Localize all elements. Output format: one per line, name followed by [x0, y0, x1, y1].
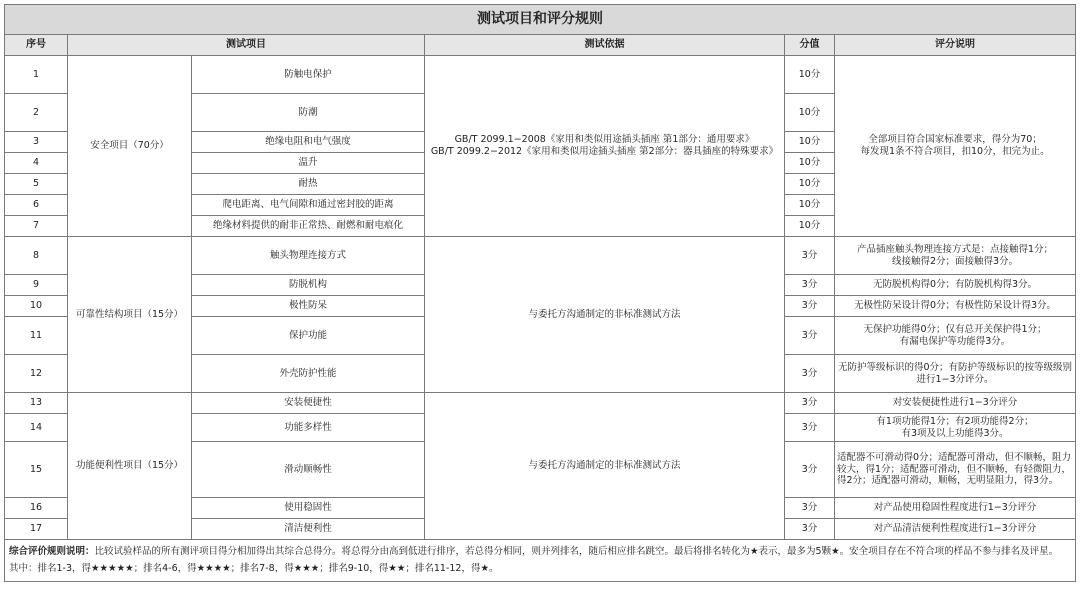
header-test-item: 测试项目	[68, 35, 425, 56]
row-item: 绝缘电阻和电气强度	[192, 132, 425, 153]
row-no: 9	[5, 275, 68, 296]
row-score: 3分	[785, 355, 835, 393]
row-no: 6	[5, 195, 68, 216]
row-no: 2	[5, 94, 68, 132]
row-description: 对产品清洁便利性程度进行1−3分评分	[835, 519, 1076, 540]
row-score: 3分	[785, 317, 835, 355]
row-item: 防潮	[192, 94, 425, 132]
scoring-rules-document	[4, 4, 1075, 602]
row-no: 7	[5, 216, 68, 237]
row-item: 使用稳固性	[192, 498, 425, 519]
row-score: 10分	[785, 216, 835, 237]
row-score: 3分	[785, 442, 835, 498]
header-no: 序号	[5, 35, 68, 56]
footnote-line-2: 其中：排名1-3，得★★★★★；排名4-6，得★★★★；排名7-8，得★★★；排名9-10，得★★；排名11-12，得★。	[9, 562, 499, 574]
footnote-text: 比较试验样品的所有测评项目得分相加得出其综合总得分。将总得分由高到低进行排序，若总得分相同，则并列排名，随后相应排名跳空。最后将排名转化为★表示，最多为5颗★。安全项目存在不符合项的样品不参与排名及评星。	[94, 546, 1059, 557]
row-no: 4	[5, 153, 68, 174]
reliability-test-basis: 与委托方沟通制定的非标准测试方法	[425, 237, 785, 393]
row-item: 保护功能	[192, 317, 425, 355]
safety-test-basis: GB/T 2099.1−2008《家用和类似用途插头插座 第1部分：通用要求》 GB/T 2099.2−2012《家用和类似用途插头插座 第2部分：器具插座的特殊要求》	[425, 56, 785, 237]
row-item: 防脱机构	[192, 275, 425, 296]
row-item: 安装便捷性	[192, 393, 425, 414]
row-score: 3分	[785, 414, 835, 442]
group-convenience: 功能便利性项目（15分）	[68, 393, 192, 540]
row-no: 13	[5, 393, 68, 414]
safety-score-description: 全部项目符合国家标准要求，得分为70； 每发现1条不符合项目，扣10分，扣完为止。	[835, 56, 1076, 237]
row-description: 有1项功能得1分；有2项功能得2分； 有3项及以上功能得3分。	[835, 414, 1076, 442]
footnote-label: 综合评价规则说明：	[9, 546, 95, 557]
row-item: 滑动顺畅性	[192, 442, 425, 498]
row-no: 1	[5, 56, 68, 94]
row-no: 3	[5, 132, 68, 153]
row-item: 外壳防护性能	[192, 355, 425, 393]
row-no: 14	[5, 414, 68, 442]
row-score: 10分	[785, 174, 835, 195]
row-item: 功能多样性	[192, 414, 425, 442]
row-item: 温升	[192, 153, 425, 174]
row-score: 3分	[785, 237, 835, 275]
group-reliability: 可靠性结构项目（15分）	[68, 237, 192, 393]
footnote-line-1	[9, 544, 1071, 561]
row-description: 对产品使用稳固性程度进行1−3分评分	[835, 498, 1076, 519]
row-item: 绝缘材料提供的耐非正常热、耐燃和耐电痕化	[192, 216, 425, 237]
row-description: 无防护等级标识的得0分；有防护等级标识的按等级级别 进行1−3分评分。	[835, 355, 1076, 393]
table-row	[5, 56, 1076, 94]
group-safety: 安全项目（70分）	[68, 56, 192, 237]
header-score-description: 评分说明	[835, 35, 1076, 56]
header-test-basis: 测试依据	[425, 35, 785, 56]
convenience-test-basis: 与委托方沟通制定的非标准测试方法	[425, 393, 785, 540]
row-score: 3分	[785, 296, 835, 317]
row-score: 10分	[785, 153, 835, 174]
row-score: 3分	[785, 519, 835, 540]
row-no: 17	[5, 519, 68, 540]
row-description: 适配器不可滑动得0分；适配器可滑动，但不顺畅，阻力 较大，得1分；适配器可滑动，但不顺畅，有轻微阻力， 得2分；适配器可滑动，顺畅，无明显阻力，得3分。	[835, 442, 1076, 498]
row-no: 11	[5, 317, 68, 355]
row-no: 10	[5, 296, 68, 317]
row-score: 3分	[785, 275, 835, 296]
row-item: 清洁便利性	[192, 519, 425, 540]
footnote-row	[5, 540, 1076, 582]
row-no: 8	[5, 237, 68, 275]
row-no: 16	[5, 498, 68, 519]
footnote	[5, 540, 1076, 582]
row-description: 无极性防呆设计得0分；有极性防呆设计得3分。	[835, 296, 1076, 317]
header-score: 分值	[785, 35, 835, 56]
row-item: 触头物理连接方式	[192, 237, 425, 275]
row-item: 防触电保护	[192, 56, 425, 94]
row-score: 10分	[785, 132, 835, 153]
table-title: 测试项目和评分规则	[5, 5, 1076, 35]
row-description: 对安装便捷性进行1−3分评分	[835, 393, 1076, 414]
row-description: 无保护功能得0分；仅有总开关保护得1分； 有漏电保护等功能得3分。	[835, 317, 1076, 355]
row-no: 15	[5, 442, 68, 498]
row-score: 3分	[785, 393, 835, 414]
row-item: 耐热	[192, 174, 425, 195]
row-score: 10分	[785, 94, 835, 132]
row-description: 产品插座触头物理连接方式是：点接触得1分； 线接触得2分；面接触得3分。	[835, 237, 1076, 275]
table-row	[5, 237, 1076, 275]
row-score: 10分	[785, 195, 835, 216]
scoring-rules-table	[4, 4, 1076, 582]
row-item: 极性防呆	[192, 296, 425, 317]
row-no: 12	[5, 355, 68, 393]
row-no: 5	[5, 174, 68, 195]
table-row	[5, 393, 1076, 414]
row-description: 无防脱机构得0分；有防脱机构得3分。	[835, 275, 1076, 296]
row-score: 3分	[785, 498, 835, 519]
row-score: 10分	[785, 56, 835, 94]
row-item: 爬电距离、电气间隙和通过密封胶的距离	[192, 195, 425, 216]
